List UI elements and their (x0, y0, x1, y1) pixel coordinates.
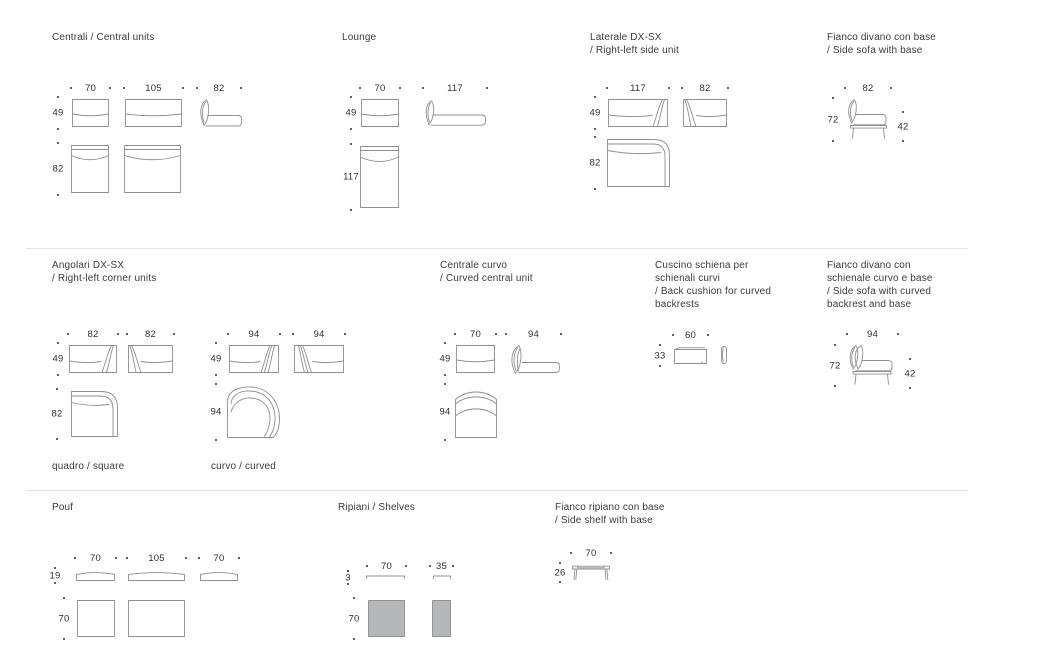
dim-dot (844, 87, 846, 89)
dim-value: 70 (470, 328, 481, 340)
dim-dot (444, 439, 446, 441)
dim-dot (70, 87, 72, 89)
dim-dot (659, 365, 661, 367)
angolari-square-left-front-drawing (128, 345, 173, 373)
dim-value: 82 (145, 328, 156, 340)
dim-value: 94 (248, 328, 260, 340)
lounge-plan-drawing (360, 146, 399, 208)
angolari-square-right-front-drawing (69, 345, 117, 373)
dim-dot (429, 565, 431, 567)
section-title-angolari-line1: Angolari DX-SX (52, 260, 125, 271)
dim-dot (594, 128, 596, 130)
angolari-square-label: quadro / square (52, 461, 125, 472)
dim-value: 35 (436, 560, 447, 572)
dim-dot (57, 96, 59, 98)
dim-dot (215, 383, 217, 385)
dim-value: 82 (589, 157, 601, 169)
shelf-70-front-drawing (366, 575, 405, 579)
dim-width-pouf-70b (198, 553, 240, 563)
dim-value: 70 (348, 613, 360, 624)
central-unit-side-drawing (197, 99, 242, 127)
laterale-left-front-drawing (683, 99, 727, 127)
central-unit-105-plan-drawing (124, 145, 181, 193)
dim-dot (405, 565, 407, 567)
pouf-70b-front-drawing (200, 570, 238, 581)
centrale-curvo-plan-drawing (455, 386, 497, 438)
dim-dot (505, 333, 507, 335)
dim-dot (495, 333, 497, 335)
dim-width-centrali-105 (123, 83, 184, 93)
dim-dot (344, 333, 346, 335)
dim-dot (54, 582, 56, 584)
dim-value: 60 (685, 329, 696, 341)
dim-dot (399, 87, 401, 89)
dim-dot (672, 334, 674, 336)
dim-height-fianco-curvo-42 (902, 361, 918, 386)
dim-height-laterale-49 (587, 99, 603, 127)
dim-dot (57, 194, 59, 196)
dim-dot (606, 87, 608, 89)
dim-height-fianco-curvo-72 (827, 347, 843, 384)
dim-value: 33 (654, 350, 666, 361)
dim-dot (902, 140, 904, 142)
dim-dot (227, 333, 229, 335)
section-title-fianco-curvo-line2: schienale curvo e base (827, 273, 933, 284)
section-title-fianco-divano-line1: Fianco divano con base (827, 32, 936, 43)
dim-width-centrale-curvo-94 (505, 329, 562, 339)
centrale-curvo-front-drawing (456, 345, 495, 373)
dim-dot (846, 333, 848, 335)
dim-value: 94 (528, 328, 539, 340)
dim-dot (353, 597, 355, 599)
section-title-cuscino-line4: backrests (655, 299, 700, 310)
dim-dot (707, 334, 709, 336)
section-divider (26, 490, 968, 491)
dim-dot (63, 597, 65, 599)
dim-width-angolari-82b (126, 329, 175, 339)
angolari-square-plan-drawing (71, 391, 118, 437)
dim-dot (115, 557, 117, 559)
dim-dot (909, 358, 911, 360)
dim-dot (63, 638, 65, 640)
dim-value: 49 (52, 353, 64, 365)
dim-value: 82 (699, 82, 711, 94)
dim-dot (890, 87, 892, 89)
dim-dot (834, 344, 836, 346)
section-title-fianco-curvo-line3: / Side sofa with curved (827, 286, 932, 297)
centrale-curvo-side-drawing (507, 345, 560, 375)
section-title-laterale-line2: / Right-left side unit (590, 45, 679, 56)
dim-dot (347, 583, 349, 585)
dim-dot (67, 333, 69, 335)
dim-value: 70 (85, 82, 96, 94)
angolari-curved-label: curvo / curved (211, 461, 276, 472)
dim-width-lounge-70 (359, 83, 401, 93)
laterale-plan-drawing (607, 139, 670, 187)
dim-value: 94 (210, 406, 222, 418)
shelf-35-plan-drawing (432, 600, 451, 637)
dim-value: 82 (213, 82, 225, 94)
dim-width-centrali-82 (196, 83, 242, 93)
dim-width-pouf-70a (74, 553, 117, 563)
section-title-ripiani: Ripiani / Shelves (338, 502, 416, 513)
dim-value: 105 (145, 82, 162, 94)
shelf-35-front-drawing (433, 575, 451, 579)
dim-dot (56, 388, 58, 390)
dim-width-laterale-82 (681, 83, 729, 93)
dim-dot (359, 87, 361, 89)
section-title-fianco-divano-line2: / Side sofa with base (827, 45, 923, 56)
dim-value: 26 (554, 567, 566, 578)
dim-dot (668, 87, 670, 89)
dim-dot (57, 342, 59, 344)
dim-height-angolari-94-plan (208, 386, 224, 438)
dim-dot (610, 552, 612, 554)
dim-height-fianco-ripiano-26 (552, 565, 568, 580)
dim-dot (173, 333, 175, 335)
section-title-laterale-line1: Laterale DX-SX (590, 32, 662, 43)
dim-height-lounge-117 (343, 146, 359, 208)
dim-height-pouf-70 (56, 600, 72, 637)
cuscino-side-drawing (721, 346, 727, 364)
dim-value: 94 (867, 328, 878, 340)
dim-dot (57, 374, 59, 376)
section-title-fianco-ripiano-line1: Fianco ripiano con base (555, 502, 665, 513)
dim-value: 82 (52, 163, 64, 175)
dim-dot (832, 97, 834, 99)
dim-height-ripiani-3 (340, 573, 356, 582)
dim-height-centrali-49 (50, 99, 66, 127)
central-unit-105-front-drawing (125, 99, 182, 127)
dim-dot (594, 136, 596, 138)
dim-dot (594, 188, 596, 190)
dim-height-centrale-curvo-94 (437, 386, 453, 438)
section-title-cuscino-line3: / Back cushion for curved (655, 286, 772, 297)
laterale-right-front-drawing (608, 99, 668, 127)
section-title-cuscino-line2: schienali curvi (655, 273, 721, 284)
dim-value: 42 (904, 368, 916, 379)
dim-height-fianco-divano-72 (825, 100, 841, 139)
section-title-centrale-curvo-line1: Centrale curvo (440, 260, 508, 271)
dim-dot (350, 209, 352, 211)
dim-dot (109, 87, 111, 89)
dim-dot (902, 111, 904, 113)
fianco-divano-side-drawing (845, 99, 892, 139)
dim-dot (198, 557, 200, 559)
pouf-70-front-drawing (76, 570, 115, 581)
dim-value: 105 (148, 552, 165, 564)
dim-value: 49 (439, 353, 451, 365)
dim-width-pouf-105 (126, 553, 187, 563)
dim-dot (196, 87, 198, 89)
dim-dot (238, 557, 240, 559)
cuscino-front-drawing (674, 347, 707, 364)
dim-dot (350, 143, 352, 145)
dim-value: 82 (862, 82, 874, 94)
dim-value: 72 (827, 114, 839, 125)
fianco-curvo-side-drawing (846, 345, 898, 385)
dim-dot (559, 562, 561, 564)
dim-width-ripiani-70 (366, 561, 407, 571)
dim-dot (444, 342, 446, 344)
dim-dot (54, 567, 56, 569)
dim-value: 70 (213, 552, 225, 564)
dim-dot (832, 140, 834, 142)
dim-dot (126, 333, 128, 335)
dim-width-angolari-94b (292, 329, 346, 339)
section-title-lounge: Lounge (342, 32, 377, 43)
dim-dot (292, 333, 294, 335)
dim-width-fianco-ripiano-70 (570, 548, 612, 558)
dim-dot (559, 581, 561, 583)
dim-width-fianco-divano-82 (844, 83, 892, 93)
angolari-curved-right-front-drawing (229, 345, 279, 373)
dim-width-fianco-curvo-94 (846, 329, 899, 339)
dim-value: 72 (829, 360, 841, 371)
dim-dot (570, 552, 572, 554)
dim-dot (909, 387, 911, 389)
dim-width-centrali-70 (70, 83, 111, 93)
dim-dot (681, 87, 683, 89)
section-title-centrali: Centrali / Central units (52, 32, 155, 43)
pouf-70-plan-drawing (77, 600, 115, 637)
dim-value: 49 (345, 107, 357, 119)
dim-dot (350, 128, 352, 130)
dim-height-angolari-49b (208, 345, 224, 373)
dim-height-pouf-19 (47, 570, 63, 581)
dim-dot (486, 87, 488, 89)
dim-width-cuscino-60 (672, 330, 709, 340)
dim-width-angolari-94a (227, 329, 281, 339)
dim-height-lounge-49 (343, 99, 359, 127)
central-unit-70-plan-drawing (71, 145, 109, 193)
dim-dot (353, 638, 355, 640)
dim-value: 19 (49, 570, 61, 581)
dim-dot (444, 374, 446, 376)
dim-dot (215, 374, 217, 376)
dim-value: 94 (439, 406, 451, 418)
dim-height-centrali-82 (50, 145, 66, 193)
dim-dot (350, 96, 352, 98)
dim-dot (123, 87, 125, 89)
dim-width-angolari-82a (67, 329, 119, 339)
dim-dot (560, 333, 562, 335)
dim-width-ripiani-35 (429, 561, 454, 571)
dim-dot (454, 333, 456, 335)
dim-value: 49 (52, 107, 64, 119)
dim-value: 82 (51, 408, 63, 420)
section-title-angolari-line2: / Right-left corner units (52, 273, 157, 284)
pouf-105-plan-drawing (128, 600, 185, 637)
dim-dot (56, 438, 58, 440)
dim-value: 117 (630, 82, 646, 94)
angolari-curved-left-front-drawing (294, 345, 344, 373)
dim-dot (57, 128, 59, 130)
dim-value: 117 (343, 171, 359, 183)
section-divider (26, 248, 968, 249)
dim-value: 117 (447, 82, 463, 94)
dim-height-angolari-49a (50, 345, 66, 373)
angolari-curved-plan-drawing (227, 386, 283, 438)
pouf-105-front-drawing (128, 570, 185, 581)
dim-dot (659, 344, 661, 346)
dim-value: 70 (90, 552, 101, 564)
section-title-fianco-curvo-line1: Fianco divano con (827, 260, 911, 271)
dim-dot (57, 142, 59, 144)
central-unit-70-front-drawing (72, 99, 109, 127)
shelf-70-plan-drawing (368, 600, 405, 637)
lounge-front-drawing (361, 99, 399, 127)
dim-dot (74, 557, 76, 559)
dim-dot (444, 383, 446, 385)
dim-height-laterale-82 (587, 139, 603, 187)
dim-width-lounge-117 (422, 83, 488, 93)
section-title-centrale-curvo-line2: / Curved central unit (440, 273, 533, 284)
section-title-pouf: Pouf (52, 502, 74, 513)
dim-dot (422, 87, 424, 89)
dim-dot (215, 439, 217, 441)
dim-dot (126, 557, 128, 559)
dim-value: 49 (589, 107, 601, 119)
dim-height-fianco-divano-42 (895, 114, 911, 139)
dim-dot (897, 333, 899, 335)
dim-dot (727, 87, 729, 89)
section-title-cuscino-line1: Cuscino schiena per (655, 260, 749, 271)
dim-value: 70 (374, 82, 386, 94)
dim-value: 42 (897, 121, 909, 132)
dim-dot (240, 87, 242, 89)
dim-dot (594, 96, 596, 98)
fianco-ripiano-side-drawing (572, 565, 610, 580)
dim-value: 70 (58, 613, 70, 624)
dim-dot (452, 565, 454, 567)
lounge-side-drawing (423, 100, 486, 126)
dim-height-cuscino-33 (652, 347, 668, 364)
dim-value: 3 (345, 572, 351, 583)
section-title-fianco-curvo-line4: backrest and base (827, 299, 912, 310)
dim-height-angolari-82-plan (49, 391, 65, 437)
dim-width-laterale-117 (606, 83, 670, 93)
dim-dot (182, 87, 184, 89)
dim-value: 94 (313, 328, 325, 340)
dim-dot (366, 565, 368, 567)
dim-dot (834, 385, 836, 387)
dim-dot (215, 342, 217, 344)
dim-height-centrale-curvo-49 (437, 345, 453, 373)
dim-width-centrale-curvo-70 (454, 329, 497, 339)
dim-value: 82 (87, 328, 99, 340)
dim-dot (117, 333, 119, 335)
dim-height-ripiani-70 (346, 600, 362, 637)
section-title-fianco-ripiano-line2: / Side shelf with base (555, 515, 653, 526)
dim-dot (279, 333, 281, 335)
dim-value: 49 (210, 353, 222, 365)
dim-value: 70 (585, 547, 597, 559)
dim-value: 70 (381, 560, 392, 572)
dim-dot (185, 557, 187, 559)
